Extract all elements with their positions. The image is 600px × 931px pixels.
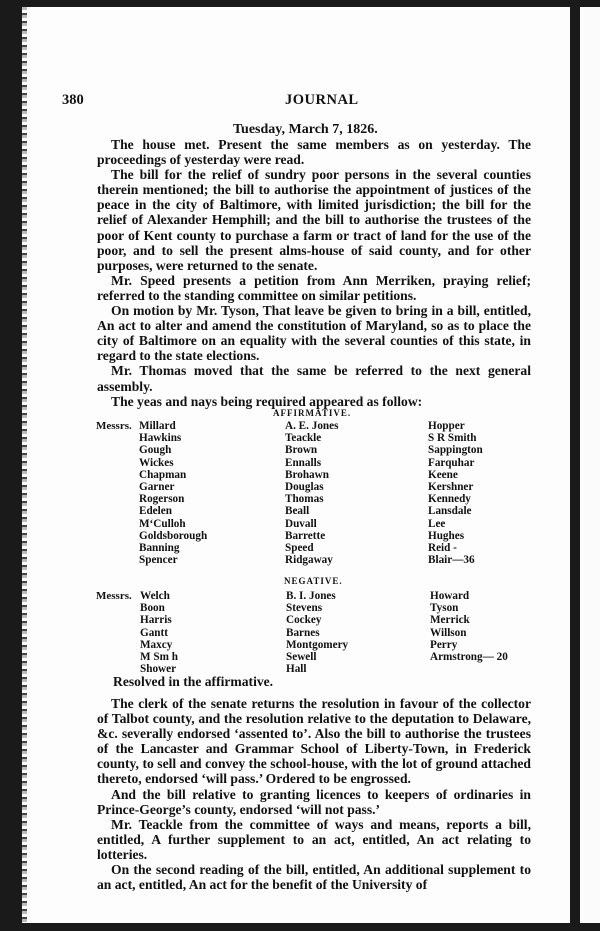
member-name: Kershner xyxy=(428,481,474,494)
member-name: Kennedy xyxy=(428,493,471,506)
member-name: Douglas xyxy=(285,481,324,494)
member-name: Barrette xyxy=(285,529,326,542)
member-name: Welch xyxy=(140,590,170,602)
member-name: Banning xyxy=(139,542,180,555)
member-name: M Sm h xyxy=(140,651,178,664)
paragraph: Mr. Teackle from the committee of ways and means, reports a bill, entitled, A further supplement to an act, entitled, An act relating to lotteries. xyxy=(97,816,531,862)
member-name: A. E. Jones xyxy=(285,420,339,432)
resolution-result: Resolved in the affirmative. xyxy=(113,674,274,689)
member-name: Beall xyxy=(285,505,310,518)
member-name: Blair—36 xyxy=(428,554,475,567)
paragraph: On motion by Mr. Tyson, That leave be given to bring in a bill, entitled, An act to alter and amend the constitution of Maryland, so as to place the city of Baltimore on an equality with the several counties of this state, in regard to the state elections. xyxy=(97,303,531,364)
member-name: Sewell xyxy=(286,651,317,664)
member-name: Thomas xyxy=(285,493,324,506)
member-name: Stevens xyxy=(286,602,323,615)
member-name: Ennalls xyxy=(285,456,322,469)
paragraph: The yeas and nays being required appeared as follow: xyxy=(111,393,423,409)
member-name: Merrick xyxy=(430,614,470,627)
member-name: Montgomery xyxy=(286,638,349,651)
messrs-label: Messrs. xyxy=(96,420,132,432)
negative-column-1 xyxy=(140,590,178,675)
member-name: Brohawn xyxy=(285,468,329,481)
paragraph: On the second reading of the bill, entitled, An additional supplement to an act, entitled, An act for the benefit of the University of xyxy=(97,862,531,893)
running-title: JOURNAL xyxy=(285,92,359,108)
member-name: Spencer xyxy=(139,554,178,567)
negative-heading: NEGATIVE. xyxy=(284,576,343,586)
member-name: Teackle xyxy=(285,432,322,445)
member-name: Armstrong— 20 xyxy=(430,651,508,664)
member-name: Goldsborough xyxy=(139,529,208,542)
member-name: Rogerson xyxy=(139,493,185,506)
member-name: Gantt xyxy=(140,626,168,639)
affirmative-column-2 xyxy=(285,420,338,566)
page-number: 380 xyxy=(62,92,84,108)
paragraph: The bill for the relief of sundry poor persons in the several counties therein mentioned; the bill to authorise the appointment of justices of the peace in the city of Baltimore, with limited jurisdiction; the bill for the relief of Alexander Hemphill; and the bill to authorise the trustees of the poor of Kent county to purchase a farm or tract of land for the use of the poor, and to sell the present alms-house of said county, and for other purposes, were returned to the senate. xyxy=(97,167,531,273)
member-name: Lansdale xyxy=(428,505,472,518)
member-name: Brown xyxy=(285,444,318,457)
member-name: Barnes xyxy=(286,626,320,639)
paragraph: And the bill relative to granting licences to keepers of ordinaries in Prince-George’s county, endorsed ‘will not pass.’ xyxy=(97,786,531,817)
affirmative-column-3 xyxy=(428,420,483,566)
paragraph: Mr. Speed presents a petition from Ann Merriken, praying relief; referred to the standing committee on similar petitions. xyxy=(97,272,531,303)
member-name: Hughes xyxy=(428,529,465,542)
member-name: Maxcy xyxy=(140,638,173,651)
messrs-label: Messrs. xyxy=(96,590,132,602)
member-name: Ridgaway xyxy=(285,554,333,567)
page-edge xyxy=(22,7,27,923)
member-name: Hopper xyxy=(428,420,465,432)
paragraph: The clerk of the senate returns the resolution in favour of the collector of Talbot county, and the resolution relative to the deputation to Delaware, &c. severally endorsed ‘assented to’. Also the bill to authorise the trustees of the Lancaster and Grammar School of Liberty-Town, in Frederick county, to sell and convey the school-house, with the lot of ground attached thereto, endorsed ‘will pass.’ Ordered to be engrossed. xyxy=(97,696,531,787)
member-name: Willson xyxy=(430,626,467,639)
member-name: Boon xyxy=(140,602,165,615)
member-name: Perry xyxy=(430,638,458,651)
later-text xyxy=(97,696,531,892)
member-name: Hawkins xyxy=(139,432,182,445)
negative-column-2 xyxy=(286,590,348,675)
member-name: Harris xyxy=(140,614,172,627)
next-page-edge xyxy=(580,7,600,923)
member-name: Keene xyxy=(428,468,458,481)
member-name: Sappington xyxy=(428,444,483,457)
member-name: Wickes xyxy=(139,456,174,469)
intro-text xyxy=(97,137,531,409)
member-name: Edelen xyxy=(139,505,172,518)
member-name: Farquhar xyxy=(428,456,475,469)
member-name: Hall xyxy=(286,663,307,676)
member-name: Speed xyxy=(285,542,314,555)
member-name: Cockey xyxy=(286,614,322,627)
member-name: Reid - xyxy=(428,542,457,555)
negative-column-3 xyxy=(430,590,508,663)
member-name: S R Smith xyxy=(428,432,477,445)
member-name: Shower xyxy=(140,663,177,676)
affirmative-heading: AFFIRMATIVE. xyxy=(273,408,352,418)
member-name: Howard xyxy=(430,590,470,602)
paragraph: Mr. Thomas moved that the same be referred to the next general assembly. xyxy=(97,363,531,394)
member-name: Chapman xyxy=(139,468,187,481)
member-name: Duvall xyxy=(285,517,317,530)
member-name: Millard xyxy=(139,420,176,432)
session-date: Tuesday, March 7, 1826. xyxy=(233,122,378,137)
affirmative-column-1 xyxy=(139,420,207,566)
member-name: Tyson xyxy=(430,602,459,615)
member-name: Lee xyxy=(428,517,446,530)
member-name: M‘Culloh xyxy=(139,517,186,530)
paragraph: The house met. Present the same members as on yesterday. The proceedings of yesterday were read. xyxy=(97,137,531,168)
member-name: Garner xyxy=(139,481,175,494)
member-name: B. I. Jones xyxy=(286,590,336,602)
member-name: Gough xyxy=(139,444,172,457)
